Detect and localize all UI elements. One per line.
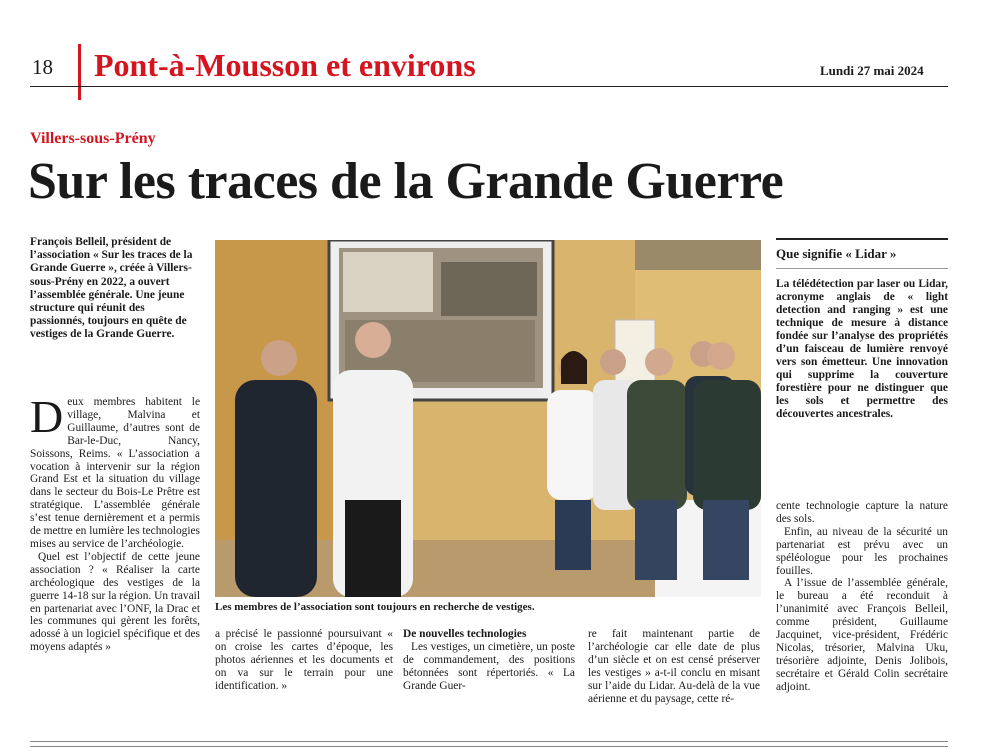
- page-number: 18: [32, 55, 53, 79]
- col5-paragraph-2: Enfin, au niveau de la sécurité un partenariat est prévu avec un spéléologue pour les prochaines fouilles.: [776, 525, 948, 577]
- subheading: De nouvelles technologies: [403, 628, 527, 640]
- photo-caption: Les membres de l’association sont toujours en recherche de vestiges.: [215, 601, 535, 613]
- header-rule: [30, 86, 948, 87]
- col5-paragraph-1: cente technologie capture la nature des sols.: [776, 500, 948, 525]
- article-kicker: Villers-sous-Prény: [30, 130, 156, 147]
- drop-cap: D: [30, 391, 64, 442]
- section-divider: [78, 44, 81, 100]
- col1-paragraph-1: eux membres habitent le village, Malvina et Guillaume, d’autres sont de Bar-le-Duc, Nancy, Soissons, Reims. « L’association a vocation à intervenir sur la région Grand Est et la situation du village dans le secteur du Bois-Le Prêtre est stratégique. L’assemblée générale s’est tenue dernièrement et a permis de mettre en lumière les technologies mises au service de l’archéologie.: [30, 396, 200, 550]
- sidebar-title: Que signifie « Lidar »: [776, 246, 897, 261]
- footer-rule: [30, 741, 948, 747]
- sidebar-top-rule: [776, 238, 948, 240]
- article-column-4: [588, 628, 760, 705]
- article-photo: [215, 240, 761, 597]
- article-column-1: [30, 391, 200, 654]
- section-title: Pont-à-Mousson et environs: [94, 47, 476, 83]
- col4-paragraph-1: re fait maintenant partie de l’archéologie car elle date de plus d’un siècle et on est censé préserver les vestiges » a-t-il conclu en misant sur l’aide du Lidar. Au-delà de la vue aérienne et du paysage, cette ré-: [588, 628, 760, 705]
- col5-paragraph-3: A l’issue de l’assemblée générale, le bureau a été reconduit à l’unanimité avec François Belleil, comme président, Guillaume Jacquinet, vice-président, Frédéric Nicolas, trésorier, Malvina Uku, trésorière adjointe, Denis Jolibois, secrétaire et Gérald Colin secrétaire adjoint.: [776, 577, 948, 693]
- col1-paragraph-2: Quel est l’objectif de cette jeune association ? « Réaliser la carte archéologique des vestiges de la guerre 14-18 sur la région. Un travail en partenariat avec l’ONF, la Drac et les communes qui gèrent les forêts, adossé à un logiciel spécifique et des moyens adaptés »: [30, 550, 200, 654]
- sidebar-title-rule: [776, 268, 948, 269]
- issue-date: Lundi 27 mai 2024: [820, 63, 924, 78]
- article-column-5: [776, 500, 948, 694]
- col2-paragraph-1: a précisé le passionné poursuivant « on croise les cartes d’époque, les photos aériennes et les documents et on va sur le terrain pour une identification. »: [215, 628, 393, 692]
- article-column-3: [403, 628, 575, 693]
- article-headline: Sur les traces de la Grande Guerre: [28, 153, 784, 210]
- article-column-2: [215, 628, 393, 693]
- article-chapo: François Belleil, président de l’association « Sur les traces de la Grande Guerre », créée à Villers-sous-Prény en 2022, a ouvert l’assemblée générale. Une jeune structure qui réunit des passionnés, toujours en quête de vestiges de la Grande Guerre.: [30, 236, 193, 341]
- group-photo-illustration: [215, 240, 761, 597]
- sidebar-text: La télédétection par laser ou Lidar, acronyme anglais de « light detection and ranging » est une technique de mesure à distance fondée sur l’analyse des propriétés d’un faisceau de lumière renvoyé vers son émetteur. Une innovation qui supprime la couverture forestière pour ne distinguer que les sols et permettre des découvertes ancestrales.: [776, 278, 948, 420]
- col3-paragraph-1: Les vestiges, un cimetière, un poste de commandement, des positions bétonnées sont répertoriés. « La Grande Guer-: [403, 640, 575, 692]
